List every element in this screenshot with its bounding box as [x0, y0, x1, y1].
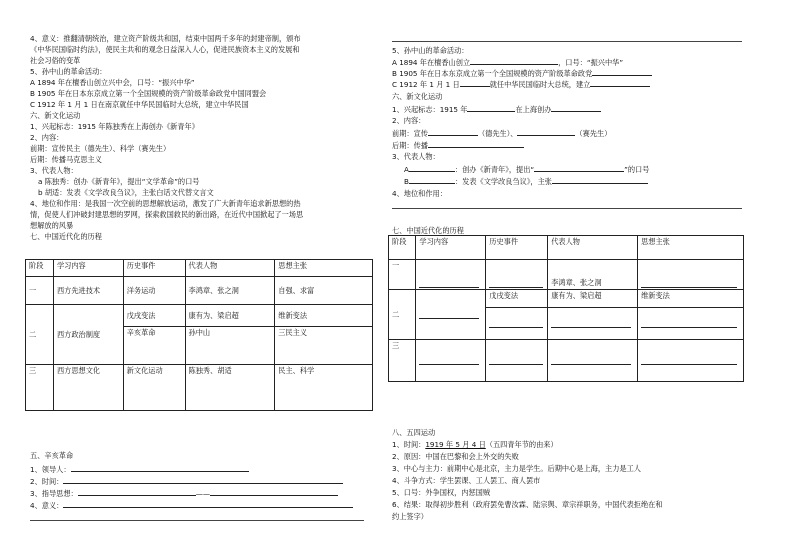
answer-blank[interactable] — [590, 79, 650, 87]
stage-cell: 三 — [389, 340, 416, 382]
answer-blank[interactable] — [534, 164, 624, 172]
text-fragment: ：创办《新青年》，提出“ — [454, 165, 535, 174]
event-cell: 戊戌变法 — [486, 290, 548, 308]
answer-blank[interactable] — [409, 164, 455, 172]
text-line: 2、内容： — [30, 133, 64, 142]
section-heading: 六、新文化运动 — [30, 111, 81, 120]
section-heading: 七、中国近代化的历程 — [30, 232, 102, 241]
people-cell: 陈独秀、胡适 — [185, 365, 275, 411]
dash: —— — [195, 489, 211, 498]
answer-blank[interactable] — [428, 140, 524, 148]
table-header-row — [389, 236, 744, 260]
item-label: 2、时间： — [30, 477, 64, 486]
fill-line — [392, 140, 524, 150]
text-line: 4、地位和作用：是我国一次空前的思想解放运动，激发了广大新青年追求新思想的热 — [30, 199, 301, 208]
history-table-right — [388, 235, 744, 382]
table-header-cell: 历史事件 — [123, 260, 185, 277]
table-header-cell: 思想主张 — [638, 236, 744, 260]
answer-blank[interactable] — [592, 68, 652, 76]
answer-blank[interactable] — [470, 57, 558, 65]
event-cell: 戊戌变法 — [123, 305, 185, 327]
text-line: 《中华民国临时约法》，使民主共和的观念日益深入人心，促进民族资本主义的发展和 — [30, 45, 300, 54]
answer-blank[interactable] — [210, 488, 338, 496]
table-header-cell: 阶段 — [26, 260, 54, 277]
item-label: 4、意义： — [30, 501, 64, 510]
fill-line — [392, 79, 650, 89]
text-line: a 陈独秀：创办《新青年》，提出“文学革命”的口号 — [38, 177, 200, 186]
people-cell: 康有为、梁启超 — [185, 305, 275, 327]
text-line: 1、兴起标志：1915 年陈独秀在上海创办《新青年》 — [30, 122, 199, 131]
text-line: 3、代表人物： — [392, 152, 440, 161]
text-line — [392, 440, 558, 449]
text-line: 想解放的风暴 — [30, 221, 74, 230]
answer-blank[interactable] — [428, 128, 478, 136]
text-fragment: ：发表《文学改良刍议》，主张 — [454, 177, 552, 186]
text-fragment: （德先生）、 — [477, 129, 518, 138]
event-cell: 洋务运动 — [123, 277, 185, 305]
text-line: 3、代表人物： — [30, 166, 78, 175]
table-header-cell: 阶段 — [389, 236, 416, 260]
idea-cell: 维新变法 — [275, 305, 373, 327]
answer-blank[interactable] — [552, 176, 648, 184]
table-row — [26, 365, 373, 411]
blank-cell[interactable] — [416, 340, 486, 382]
text-fragment: ”的口号 — [624, 165, 650, 174]
text-line: 2、内容： — [392, 116, 426, 125]
text-fragment: ，口号：“振兴中华” — [558, 58, 624, 67]
stage-cell: 一 — [389, 260, 416, 290]
blank-cell[interactable] — [416, 290, 486, 340]
text-fragment: （赛先生） — [575, 129, 612, 138]
answer-line[interactable] — [30, 520, 364, 521]
date-text: 1919 年 5 月 4 日 — [425, 440, 486, 449]
blank-cell[interactable] — [486, 308, 548, 340]
answer-blank[interactable] — [517, 128, 575, 136]
text-line: b 胡适：发表《文学改良刍议》，主张白话文代替文言文 — [38, 188, 214, 197]
fill-line — [404, 176, 648, 186]
text-line: 5、孙中山的革命活动： — [392, 46, 469, 55]
table-row — [389, 260, 744, 290]
idea-cell: 三民主义 — [275, 327, 373, 365]
event-cell: 新文化运动 — [123, 365, 185, 411]
people-cell: 孙中山 — [185, 327, 275, 365]
content-cell: 西方先进技术 — [53, 277, 123, 305]
people-cell: 李鸿章、张之洞 — [548, 260, 638, 290]
text-fragment: （五四青年节的由来） — [485, 440, 558, 449]
fill-line — [30, 464, 249, 474]
text-fragment: B 1905 年在日本东京成立第一个全国规模的资产阶级革命政党 — [392, 69, 593, 78]
answer-blank[interactable] — [467, 104, 515, 112]
text-fragment: 在上海创办 — [515, 105, 552, 114]
answer-blank[interactable] — [63, 500, 353, 508]
content-cell: 西方思想文化 — [53, 365, 123, 411]
table-header-cell: 学习内容 — [53, 260, 123, 277]
history-table-left — [25, 259, 373, 411]
table-row — [26, 277, 373, 305]
text-fragment: 1、兴起标志：1915 年 — [392, 105, 468, 114]
text-line: 4、斗争方式：学生罢课、工人罢工、商人罢市 — [392, 476, 541, 485]
table-header-row — [26, 260, 373, 277]
text-line: C 1912 年 1 月 1 日在南京就任中华民国临时大总统，建立中华民国 — [30, 100, 249, 109]
blank-cell[interactable] — [548, 308, 638, 340]
text-fragment: C 1912 年 1 月 1 日 — [392, 80, 460, 89]
text-line: 3、中心与主力：前期中心是北京，主力是学生。后期中心是上海，主力是工人 — [392, 464, 641, 473]
answer-line[interactable] — [392, 41, 742, 42]
fill-line — [392, 128, 611, 138]
content-cell: 西方政治制度 — [53, 305, 123, 365]
item-label: 1、领导人： — [30, 465, 71, 474]
blank-cell[interactable] — [486, 260, 548, 290]
event-cell: 辛亥革命 — [123, 327, 185, 365]
answer-blank[interactable] — [78, 488, 196, 496]
blank-cell[interactable] — [638, 340, 744, 382]
answer-blank[interactable] — [551, 104, 601, 112]
answer-blank[interactable] — [63, 476, 343, 484]
table-row — [389, 290, 744, 308]
fill-line — [404, 164, 649, 174]
section-heading: 五、辛亥革命 — [30, 451, 74, 460]
table-row — [389, 340, 744, 382]
text-line: 6、结果：取得初步胜利（政府罢免曹汝霖、陆宗舆、章宗祥职务，中国代表拒绝在和 — [392, 500, 663, 509]
stage-cell: 二 — [26, 305, 54, 365]
section-heading: 八、五四运动 — [392, 428, 436, 437]
fill-line — [392, 68, 652, 78]
text-line: A 1894 年在檀香山创立兴中会，口号：“振兴中华” — [30, 78, 195, 87]
blank-cell[interactable] — [486, 340, 548, 382]
answer-blank[interactable] — [71, 464, 249, 472]
blank-cell[interactable] — [638, 308, 744, 340]
fill-line — [30, 488, 338, 498]
text-line: 约上签字） — [392, 512, 428, 521]
item-label: 3、指导思想： — [30, 489, 78, 498]
fill-line — [30, 500, 353, 510]
stage-cell: 一 — [26, 277, 54, 305]
blank-cell[interactable] — [416, 260, 486, 290]
text-line: 5、孙中山的革命活动： — [30, 67, 107, 76]
people-cell: 康有为、梁启超 — [548, 290, 638, 308]
people-cell: 李鸿章、张之洞 — [185, 277, 275, 305]
text-fragment: 前期：宣传 — [392, 129, 428, 138]
stage-cell: 三 — [26, 365, 54, 411]
table-header-cell: 思想主张 — [275, 260, 373, 277]
text-fragment: 后期：传播 — [392, 141, 428, 150]
text-fragment: B — [404, 177, 409, 186]
idea-cell: 自强、求富 — [275, 277, 373, 305]
table-row — [26, 305, 373, 327]
section-heading: 七、中国近代化的历程 — [392, 226, 464, 235]
fill-line — [392, 57, 623, 67]
text-line: 社会习俗的变革 — [30, 56, 81, 65]
blank-cell[interactable] — [548, 340, 638, 382]
section-heading: 六、新文化运动 — [392, 92, 443, 101]
fill-line — [392, 104, 601, 114]
text-line: 4、意义：推翻清朝统治，建立资产阶级共和国，结束中国两千多年的封建帝制，颁布 — [30, 34, 301, 43]
idea-cell: 维新变法 — [638, 290, 744, 308]
text-line: 情，促使人们冲破封建思想的罗网，探索救国救民的新出路，在近代中国掀起了一场思 — [30, 210, 304, 219]
stage-cell: 二 — [389, 290, 416, 340]
text-line: 2、原因：中国在巴黎和会上外交的失败 — [392, 452, 519, 461]
idea-cell: 民主、科学 — [275, 365, 373, 411]
table-header-cell: 代表人物 — [548, 236, 638, 260]
text-line: 前期：宣传民主（德先生）、科学（赛先生） — [30, 144, 171, 153]
answer-line[interactable] — [392, 208, 742, 209]
text-fragment: 1、时间： — [392, 440, 426, 449]
table-header-cell: 历史事件 — [486, 236, 548, 260]
text-line: B 1905 年在日本东京成立第一个全国规模的资产阶级革命政党中国同盟会 — [30, 89, 267, 98]
text-line: 5、口号：外争国权，内惩国贼 — [392, 488, 491, 497]
table-header-cell: 学习内容 — [416, 236, 486, 260]
table-header-cell: 代表人物 — [185, 260, 275, 277]
text-fragment: A 1894 年在檀香山创立 — [392, 58, 471, 67]
answer-blank[interactable] — [409, 176, 455, 184]
fill-line — [30, 476, 343, 486]
answer-blank[interactable] — [460, 79, 490, 87]
text-fragment: 就任中华民国临时大总统，建立 — [489, 80, 591, 89]
blank-cell[interactable] — [638, 260, 744, 290]
text-line: 4、地位和作用： — [392, 189, 447, 198]
text-fragment: A — [404, 165, 409, 174]
text-line: 后期：传播马克思主义 — [30, 155, 102, 164]
